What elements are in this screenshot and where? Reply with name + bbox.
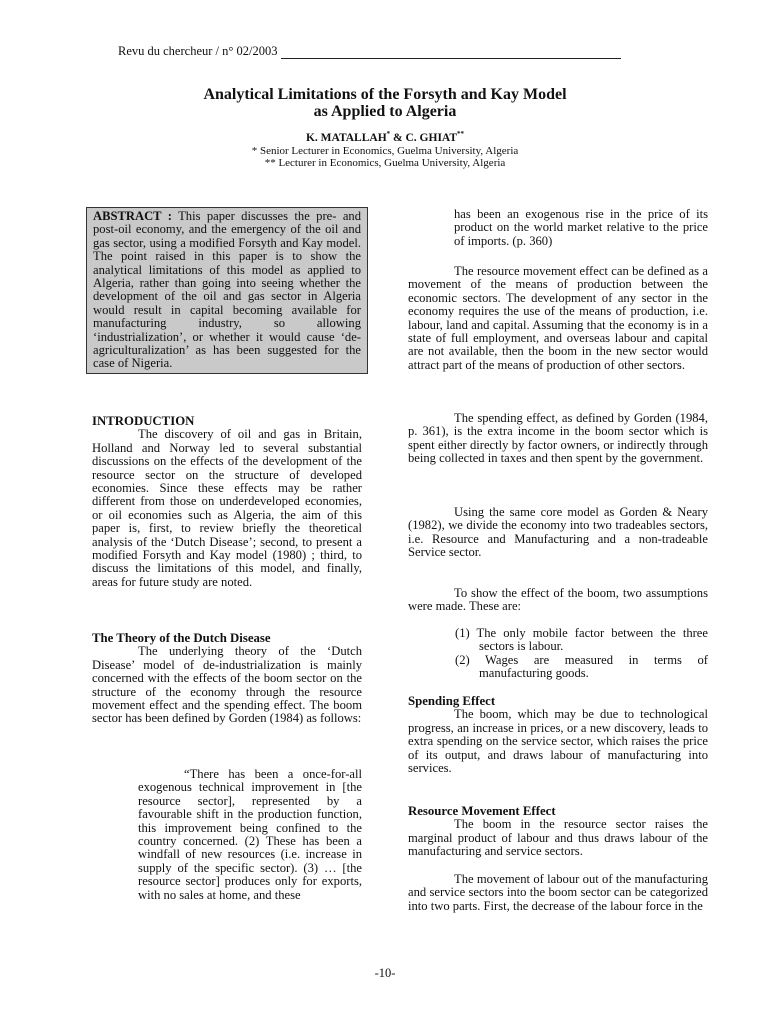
abstract-text: This paper discusses the pre- and post-oil economy, and the emergency of the oil and gas sector, using a modified Forsyth and Kay model. The point raised in this paper is to show the analytical limitations of this model as applied to Algeria, rather than going into seeing whether the development of the oil and gas sector in Algeria would result in capital becoming available for manufacturing industry, so allowing ‘industrialization’, or whether it would cause ‘de-agriculturalization’ as has been suggested for the case of Nigeria. [93,209,362,371]
author-line [0,130,770,144]
author-2: C. GHIAT [405,131,458,144]
core-model-paragraph: Using the same core model as Gorden & Neary (1982), we divide the economy into two tradeables sectors, i.e. Resource and Manufacturing and a non-tradeable Service sector. [408,505,708,560]
introduction-text: The discovery of oil and gas in Britain, Holland and Norway led to several substantial discussions on the effects of the development of the resource sector on the structure of developed economies. Since these effects may be rather different from those on underdeveloped economies, or oil economies such as Algeria, the aim of this paper is, first, to review briefly the theoretical analysis of the ‘Dutch Disease’; second, to present a modified Forsyth and Kay model (1980) ; third, to discuss the limitations of this model, and finally, areas for future study are noted. [92,427,362,589]
resource-movement-paragraph: The resource movement effect can be defined as a movement of the means of production between the economic sectors. The development of any sector in the economy requires the use of the means of production, i.e. labour, land and capital. Assuming that the economy is in a state of full employment, and overseas labour and capital are not available, then the boom in the new sector would attract part of the means of production of other sectors. [408,264,708,372]
introduction-heading: INTRODUCTION [92,414,195,428]
resource-movement-heading: Resource Movement Effect [408,804,556,818]
assumptions-list [455,627,708,681]
spending-effect-text: The boom, which may be due to technological progress, an increase in prices, or a new discovery, leads to extra spending on the service sector, which raises the price of its output, and draws labour of manufacturing into services. [408,707,708,776]
paper-title [0,86,770,120]
affiliation-2: ** Lecturer in Economics, Guelma University, Algeria [264,157,506,169]
journal-header [118,44,621,59]
dutch-disease-text: The underlying theory of the ‘Dutch Disease’ model of de-industrialization is mainly concerned with the effects of the boom sector on the structure of the economy through the resource movement effect and the spending effect. The boom sector has been defined by Gorden (1984) as follows: [92,644,362,726]
spending-effect-paragraph: The spending effect, as defined by Gorden (1984, p. 361), is the extra income in the boom sector which is spent either directly by factor owners, or indirectly through being collected in taxes and then spent by the government. [408,411,708,466]
abstract-label: ABSTRACT : [93,209,172,223]
abstract-box [86,207,368,374]
author-1-mark: * [386,130,391,138]
dutch-disease-heading: The Theory of the Dutch Disease [92,631,271,645]
gorden-quote: “There has been a once-for-all exogenous technical improvement in [the resource sector], represented by a favourable shift in the production function, this improvement being confined to the country concerned. (2) These has been a windfall of new resources (i.e. increase in supply of the specific sector). (3) … [the resource sector] produces only for exports, with no sales at home, and these [138,767,362,902]
title-line-2: as Applied to Algeria [313,103,457,120]
title-line-1: Analytical Limitations of the Forsyth and Kay Model [203,86,567,103]
author-1: K. MATALLAH [305,131,387,144]
spending-effect-heading: Spending Effect [408,694,496,708]
assumption-item: (2) Wages are measured in terms of manufacturing goods. [455,652,708,681]
author-separator: & [393,131,403,144]
header-rule [281,58,621,59]
labour-movement-paragraph: The movement of labour out of the manufacturing and service sectors into the boom sector can be categorized into two parts. First, the decrease of the labour force in the [408,872,708,913]
journal-name: Revu du chercheur / n° 02/2003 [118,44,278,58]
author-2-mark: ** [457,130,465,138]
assumptions-intro-paragraph: To show the effect of the boom, two assumptions were made. These are: [408,586,708,614]
resource-movement-text: The boom in the resource sector raises the marginal product of labour and thus draws labour of the manufacturing and service sectors. [408,817,708,859]
dutch-disease-section [92,632,362,726]
spending-effect-section [408,695,708,775]
introduction-section [92,415,362,589]
assumption-item: (1) The only mobile factor between the three sectors is labour. [455,626,708,654]
affiliation-1: * Senior Lecturer in Economics, Guelma University, Algeria [251,145,519,157]
resource-movement-section [408,805,708,859]
page-number: -10- [374,966,396,980]
gorden-quote-continued: has been an exogenous rise in the price of its product on the world market relative to the price of imports. (p. 360) [454,207,708,248]
